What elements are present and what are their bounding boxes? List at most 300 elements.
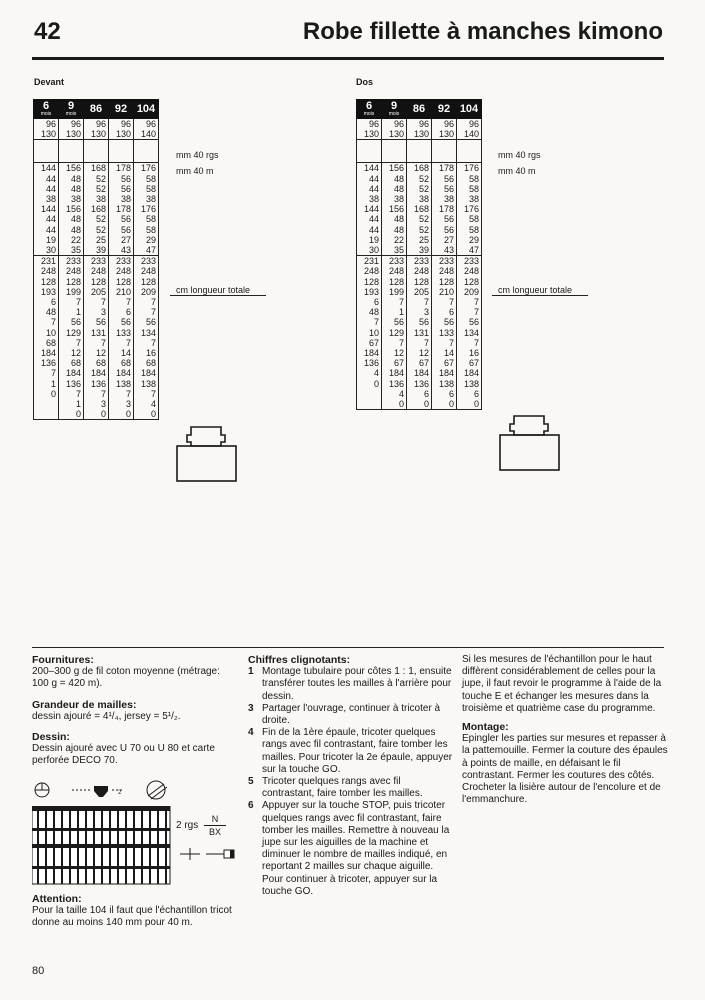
table-cell: 58 <box>457 184 482 194</box>
table-row <box>357 163 482 174</box>
cam-symbols-icon <box>32 778 202 806</box>
table-row <box>357 348 482 358</box>
table-cell: 128 <box>357 277 382 287</box>
montage-heading: Montage: <box>462 721 509 734</box>
table-cell: 184 <box>84 368 109 378</box>
table-cell: 52 <box>84 225 109 235</box>
chiffres-item <box>248 666 453 703</box>
table-cell: 44 <box>357 174 382 184</box>
table-row <box>34 256 159 267</box>
table-cell: 68 <box>109 358 134 368</box>
table-row <box>357 358 482 368</box>
table-cell: 48 <box>59 174 84 184</box>
table-cell: 96 <box>34 119 59 130</box>
table-cell: 58 <box>134 174 159 184</box>
size-header <box>457 100 482 119</box>
table-cell: 0 <box>457 399 482 410</box>
table-row <box>34 184 159 194</box>
table-row <box>357 297 482 307</box>
table-cell: 58 <box>457 225 482 235</box>
montage-text: Epingler les parties sur mesures et repasser à la pattemouille. Fermer la couture des épaules à points de maille, en défaisant le fil contrastant. Fermer les coutures des côtés. Crocheter la lisière autour de l'encolure et de l'emmanchure. <box>462 733 668 806</box>
table-cell: 38 <box>84 194 109 204</box>
table-cell <box>357 140 382 152</box>
size-header-value: 92 <box>114 102 128 115</box>
attention-heading: Attention: <box>32 893 82 905</box>
size-header <box>84 100 109 119</box>
back-table-wrap <box>356 99 482 410</box>
table-cell: 38 <box>357 194 382 204</box>
table-cell: 248 <box>109 266 134 276</box>
table-cell <box>34 140 59 152</box>
table-cell: 96 <box>382 119 407 130</box>
table-cell: 22 <box>59 235 84 245</box>
table-cell: 56 <box>59 317 84 327</box>
table-row <box>34 317 159 327</box>
table-cell: 48 <box>59 225 84 235</box>
table-cell: 38 <box>432 194 457 204</box>
size-header <box>59 100 84 119</box>
table-cell: 7 <box>59 389 84 399</box>
table-cell: 184 <box>382 368 407 378</box>
table-cell: 6 <box>407 389 432 399</box>
table-cell: 30 <box>357 245 382 256</box>
table-cell: 96 <box>109 119 134 130</box>
table-cell: 144 <box>34 204 59 214</box>
table-cell: 0 <box>59 409 84 420</box>
table-row <box>357 307 482 317</box>
table-cell: 168 <box>84 163 109 174</box>
table-cell: 0 <box>84 409 109 420</box>
table-row <box>34 348 159 358</box>
table-row <box>357 317 482 327</box>
table-row <box>357 368 482 378</box>
table-row <box>34 235 159 245</box>
table-cell: 7 <box>134 389 159 399</box>
table-cell: 0 <box>407 399 432 410</box>
table-cell <box>84 151 109 163</box>
section-front-label: Devant <box>34 77 65 87</box>
left-column <box>32 654 232 768</box>
back-note-length: cm longueur totale <box>498 285 573 295</box>
table-cell: 138 <box>109 379 134 389</box>
table-cell <box>357 389 382 399</box>
table-cell: 168 <box>84 204 109 214</box>
table-cell: 48 <box>382 174 407 184</box>
table-cell: 52 <box>84 184 109 194</box>
needle-setting-icon <box>178 846 238 862</box>
table-cell: 52 <box>84 214 109 224</box>
table-cell: 12 <box>59 348 84 358</box>
table-cell: 184 <box>357 348 382 358</box>
table-cell <box>109 151 134 163</box>
front-note-length: cm longueur totale <box>176 285 251 295</box>
table-cell: 7 <box>109 389 134 399</box>
table-row <box>357 225 482 235</box>
table-row <box>34 151 159 163</box>
table-row <box>34 287 159 297</box>
table-cell: 56 <box>134 317 159 327</box>
chiffres-item-number: 4 <box>248 727 254 739</box>
table-cell <box>382 151 407 163</box>
size-header <box>432 100 457 119</box>
size-header-unit: mois <box>65 111 77 117</box>
table-row <box>357 277 482 287</box>
grandeur-text: dessin ajouré = 4¹/₄, jersey = 5¹/₂. <box>32 710 181 722</box>
table-cell: 193 <box>34 287 59 297</box>
table-row <box>357 194 482 204</box>
table-cell: 248 <box>382 266 407 276</box>
table-cell: 39 <box>84 245 109 256</box>
table-cell <box>109 140 134 152</box>
table-cell: 6 <box>109 307 134 317</box>
table-cell: 7 <box>432 297 457 307</box>
table-cell: 44 <box>34 214 59 224</box>
table-cell: 38 <box>407 194 432 204</box>
table-cell: 58 <box>134 225 159 235</box>
table-cell: 7 <box>457 338 482 348</box>
attention-text: Pour la taille 104 il faut que l'échantillon tricot donne au moins 140 mm pour 40 m. <box>32 905 232 929</box>
table-cell: 233 <box>109 256 134 267</box>
table-cell: 96 <box>457 119 482 130</box>
table-cell: 205 <box>407 287 432 297</box>
front-table-wrap <box>33 99 159 420</box>
size-header-value: 86 <box>89 102 103 115</box>
table-row <box>34 358 159 368</box>
table-cell: 52 <box>407 184 432 194</box>
table-cell: 29 <box>134 235 159 245</box>
table-cell: 12 <box>382 348 407 358</box>
table-cell: 7 <box>84 297 109 307</box>
fournitures-text: 200–300 g de fil coton moyenne (métrage: 100 g = 420 m). <box>32 666 220 690</box>
dessin-heading: Dessin: <box>32 731 70 744</box>
chapter-number: 42 <box>34 18 61 45</box>
table-cell: 210 <box>109 287 134 297</box>
table-cell: 3 <box>407 307 432 317</box>
chiffres-item-number: 1 <box>248 666 254 678</box>
table-row <box>34 328 159 338</box>
chiffres-item <box>248 776 453 800</box>
table-cell: 4 <box>357 368 382 378</box>
table-cell: 156 <box>382 204 407 214</box>
table-cell: 130 <box>109 129 134 140</box>
table-row <box>34 399 159 409</box>
table-cell: 140 <box>457 129 482 140</box>
table-cell: 3 <box>84 307 109 317</box>
table-cell: 56 <box>432 317 457 327</box>
table-cell: 209 <box>134 287 159 297</box>
table-cell: 56 <box>457 317 482 327</box>
size-header <box>109 100 134 119</box>
table-cell: 7 <box>134 338 159 348</box>
table-cell: 7 <box>382 338 407 348</box>
diagram-small-2: 2 <box>118 790 122 796</box>
table-cell: 12 <box>407 348 432 358</box>
table-cell: 7 <box>84 389 109 399</box>
size-header-value: 9 <box>67 100 75 112</box>
table-cell: 56 <box>109 317 134 327</box>
knit-diagram <box>32 778 242 888</box>
table-cell: 136 <box>407 379 432 389</box>
chiffres-item <box>248 703 453 727</box>
table-cell: 248 <box>407 266 432 276</box>
table-cell: 1 <box>34 379 59 389</box>
table-row <box>34 194 159 204</box>
table-row <box>357 266 482 276</box>
table-cell: 56 <box>407 317 432 327</box>
table-cell: 233 <box>382 256 407 267</box>
table-cell: 193 <box>357 287 382 297</box>
size-header-value: 86 <box>412 102 426 115</box>
table-cell: 52 <box>84 174 109 184</box>
table-cell: 130 <box>84 129 109 140</box>
diagram-rows-label: 2 rgs <box>176 820 199 831</box>
table-cell: 35 <box>59 245 84 256</box>
size-header-value: 6 <box>42 100 50 112</box>
table-row <box>34 129 159 140</box>
front-garment-shape-icon <box>174 423 240 483</box>
table-row <box>357 235 482 245</box>
table-cell: 136 <box>84 379 109 389</box>
section-back-label: Dos <box>356 77 374 87</box>
table-cell: 133 <box>109 328 134 338</box>
table-cell: 130 <box>382 129 407 140</box>
table-cell: 7 <box>382 297 407 307</box>
table-cell: 4 <box>134 399 159 409</box>
dessin-text: Dessin ajouré avec U 70 ou U 80 et carte perforée DECO 70. <box>32 743 215 767</box>
table-cell: 27 <box>109 235 134 245</box>
table-cell: 14 <box>432 348 457 358</box>
header-rule <box>32 57 664 60</box>
table-cell: 138 <box>457 379 482 389</box>
table-cell: 68 <box>84 358 109 368</box>
table-cell: 1 <box>382 307 407 317</box>
table-cell: 10 <box>34 328 59 338</box>
table-cell <box>457 151 482 163</box>
table-cell: 0 <box>382 399 407 410</box>
table-cell: 38 <box>134 194 159 204</box>
table-cell: 48 <box>382 184 407 194</box>
table-cell: 44 <box>34 174 59 184</box>
chiffres-item-number: 5 <box>248 776 254 788</box>
table-cell: 199 <box>382 287 407 297</box>
table-cell: 130 <box>357 129 382 140</box>
table-cell: 58 <box>457 214 482 224</box>
chiffres-item <box>248 800 453 898</box>
table-cell: 6 <box>432 307 457 317</box>
table-cell: 184 <box>34 348 59 358</box>
table-cell: 168 <box>407 163 432 174</box>
table-cell: 233 <box>432 256 457 267</box>
table-cell: 128 <box>109 277 134 287</box>
size-header-unit: mois <box>388 111 400 117</box>
table-cell: 144 <box>357 163 382 174</box>
middle-column <box>248 654 453 898</box>
table-cell: 52 <box>407 214 432 224</box>
table-row <box>357 287 482 297</box>
table-row <box>357 129 482 140</box>
table-cell <box>34 399 59 409</box>
table-row <box>357 245 482 256</box>
table-cell: 178 <box>109 163 134 174</box>
table-row <box>34 174 159 184</box>
sample-adjustment-text: Si les mesures de l'échantillon pour le haut diffèrent considérablement de celles pour la jupe, il faut revoir le programme à l'aide de la touche E et échanger les mesures dans la troisième et quatrième case du programme. <box>462 654 662 714</box>
front-length-line <box>170 295 266 296</box>
table-row <box>357 214 482 224</box>
table-row <box>34 389 159 399</box>
table-cell <box>134 151 159 163</box>
table-cell <box>59 140 84 152</box>
table-row <box>34 368 159 378</box>
table-cell <box>407 140 432 152</box>
table-cell: 12 <box>84 348 109 358</box>
table-cell: 131 <box>407 328 432 338</box>
table-cell: 199 <box>59 287 84 297</box>
table-cell: 96 <box>407 119 432 130</box>
table-cell: 134 <box>134 328 159 338</box>
table-cell: 129 <box>382 328 407 338</box>
attention-block <box>32 893 242 930</box>
table-cell: 156 <box>382 163 407 174</box>
table-cell: 7 <box>432 338 457 348</box>
table-cell: 7 <box>59 338 84 348</box>
table-cell: 16 <box>457 348 482 358</box>
table-cell: 27 <box>432 235 457 245</box>
table-cell <box>432 151 457 163</box>
table-cell: 96 <box>357 119 382 130</box>
table-cell: 176 <box>134 204 159 214</box>
table-cell: 44 <box>357 225 382 235</box>
table-cell: 138 <box>134 379 159 389</box>
table-cell: 56 <box>432 174 457 184</box>
size-header <box>34 100 59 119</box>
table-cell: 43 <box>109 245 134 256</box>
table-cell: 136 <box>382 379 407 389</box>
back-length-line <box>492 295 588 296</box>
table-cell: 248 <box>432 266 457 276</box>
table-cell: 6 <box>457 389 482 399</box>
table-cell: 156 <box>59 204 84 214</box>
table-cell: 44 <box>357 214 382 224</box>
table-cell: 7 <box>457 307 482 317</box>
table-cell: 38 <box>382 194 407 204</box>
page-title: Robe fillette à manches kimono <box>302 18 663 45</box>
table-cell: 48 <box>382 214 407 224</box>
table-cell <box>457 140 482 152</box>
size-header <box>407 100 432 119</box>
table-cell: 6 <box>357 297 382 307</box>
table-cell: 43 <box>432 245 457 256</box>
table-cell: 248 <box>59 266 84 276</box>
table-row <box>357 140 482 152</box>
table-cell: 56 <box>84 317 109 327</box>
table-cell <box>59 151 84 163</box>
table-cell: 138 <box>432 379 457 389</box>
table-cell: 47 <box>134 245 159 256</box>
front-program-table <box>33 99 159 420</box>
table-cell: 131 <box>84 328 109 338</box>
table-cell: 128 <box>34 277 59 287</box>
table-cell: 7 <box>59 297 84 307</box>
table-cell: 22 <box>382 235 407 245</box>
table-cell: 209 <box>457 287 482 297</box>
table-cell: 44 <box>34 225 59 235</box>
table-cell: 233 <box>84 256 109 267</box>
diagram-fraction-denominator: BX <box>208 827 221 837</box>
table-cell <box>382 140 407 152</box>
table-cell: 128 <box>134 277 159 287</box>
table-cell: 7 <box>457 297 482 307</box>
table-cell: 58 <box>134 184 159 194</box>
table-cell: 128 <box>84 277 109 287</box>
table-row <box>357 399 482 410</box>
table-cell: 184 <box>134 368 159 378</box>
right-column <box>462 654 674 806</box>
table-row <box>34 214 159 224</box>
table-cell: 44 <box>357 184 382 194</box>
table-cell: 248 <box>357 266 382 276</box>
table-row <box>357 256 482 267</box>
table-cell: 56 <box>109 225 134 235</box>
table-cell: 133 <box>432 328 457 338</box>
size-header <box>134 100 159 119</box>
table-cell <box>34 409 59 420</box>
back-garment-shape-icon <box>497 412 563 472</box>
table-cell: 56 <box>432 225 457 235</box>
size-header-value: 9 <box>390 100 398 112</box>
table-cell: 56 <box>109 174 134 184</box>
table-cell: 7 <box>109 297 134 307</box>
table-row <box>357 174 482 184</box>
table-cell: 56 <box>382 317 407 327</box>
table-cell: 248 <box>134 266 159 276</box>
table-cell: 0 <box>357 379 382 389</box>
table-cell: 58 <box>134 214 159 224</box>
table-cell: 248 <box>457 266 482 276</box>
table-cell: 7 <box>407 338 432 348</box>
table-cell: 248 <box>84 266 109 276</box>
table-cell: 128 <box>382 277 407 287</box>
table-cell: 205 <box>84 287 109 297</box>
table-cell: 144 <box>357 204 382 214</box>
size-header <box>382 100 407 119</box>
table-cell: 176 <box>457 204 482 214</box>
table-cell: 67 <box>382 358 407 368</box>
table-cell <box>432 140 457 152</box>
table-cell: 38 <box>34 194 59 204</box>
back-note-mesh: mm 40 m <box>498 166 536 176</box>
table-row <box>34 277 159 287</box>
table-cell: 7 <box>134 307 159 317</box>
table-cell <box>357 151 382 163</box>
table-cell: 3 <box>84 399 109 409</box>
table-cell: 140 <box>134 129 159 140</box>
chiffres-item-text: Appuyer sur la touche STOP, puis tricoter quelques rangs avec fil contrastant, faire tomber les mailles. Remettre à nouveau la jupe sur les aiguilles de la machine et diminuer le nombre de mailles indiqué, en reportant 2 mailles sur chaque aiguille. Pour continuer à tricoter, appuyer sur la touche GO. <box>262 800 450 897</box>
table-cell: 44 <box>34 184 59 194</box>
size-header-value: 104 <box>136 102 156 115</box>
table-row <box>34 297 159 307</box>
table-cell: 1 <box>59 307 84 317</box>
table-row <box>34 204 159 214</box>
chiffres-item-text: Montage tubulaire pour côtes 1 : 1, ensuite transférer toutes les mailles à l'arrière pour dessin. <box>262 666 452 702</box>
table-cell: 178 <box>432 163 457 174</box>
table-row <box>357 328 482 338</box>
table-cell: 128 <box>59 277 84 287</box>
table-cell: 96 <box>134 119 159 130</box>
table-cell: 14 <box>109 348 134 358</box>
table-cell: 25 <box>407 235 432 245</box>
table-row <box>357 389 482 399</box>
size-header <box>357 100 382 119</box>
